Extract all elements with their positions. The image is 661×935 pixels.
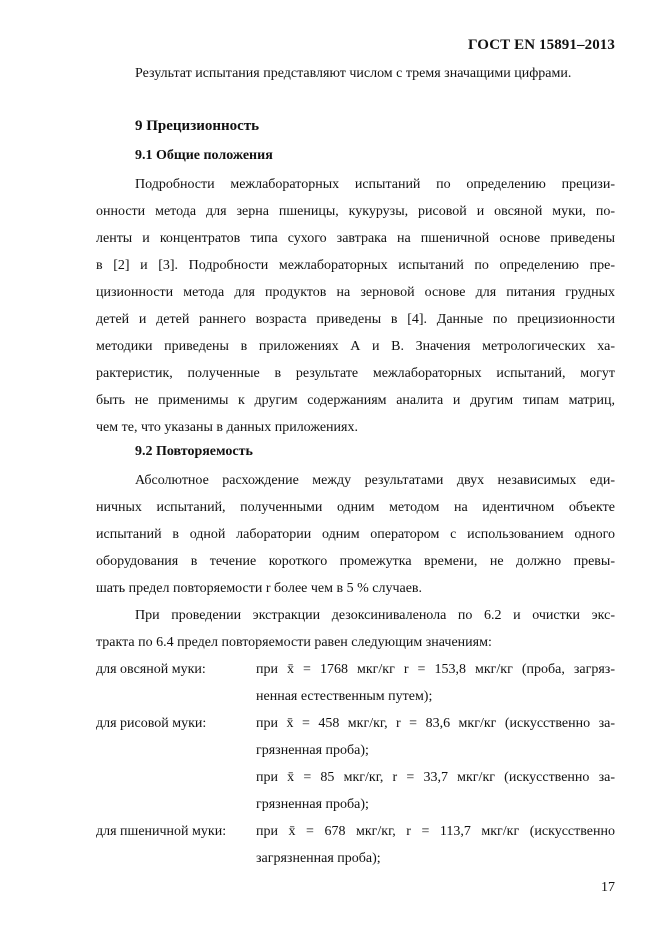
paragraph-line: При проведении экстракции дезоксиниваленола по 6.2 и очистки экс- bbox=[135, 608, 615, 623]
value-line: ненная естественным путем); bbox=[256, 689, 433, 704]
value-line: при x̄ = 1768 мкг/кг r = 153,8 мкг/кг (проба, загряз- bbox=[256, 662, 615, 677]
value-line: при x̄ = 85 мкг/кг, r = 33,7 мкг/кг (искусственно за- bbox=[256, 770, 615, 785]
paragraph-line: шать предел повторяемости r более чем в 5 % случаев. bbox=[96, 581, 423, 596]
section-9-2-title: 9.2 Повторяемость bbox=[135, 444, 253, 459]
paragraph-line: методики приведены в приложениях А и В. Значения метрологических ха- bbox=[96, 339, 615, 354]
paragraph-line: онности метода для зерна пшеницы, кукурузы, рисовой и овсяной муки, по- bbox=[96, 204, 615, 219]
paragraph-line: оборудования в течение короткого промежутка времени, не должно превы- bbox=[96, 554, 615, 569]
intro-line: Результат испытания представляют числом с тремя значащими цифрами. bbox=[135, 66, 572, 81]
value-line: грязненная проба); bbox=[256, 743, 369, 758]
paragraph-line: в [2] и [3]. Подробности межлабораторных испытаний по определению пре- bbox=[96, 258, 615, 273]
section-9-1-title: 9.1 Общие положения bbox=[135, 148, 273, 163]
paragraph-line: чем те, что указаны в данных приложениях. bbox=[96, 420, 358, 435]
paragraph-line: Абсолютное расхождение между результатами двух независимых еди- bbox=[135, 473, 615, 488]
value-label: для рисовой муки: bbox=[96, 716, 207, 731]
paragraph-line: тракта по 6.4 предел повторяемости равен следующим значениям: bbox=[96, 635, 492, 650]
paragraph-line: ничных испытаний, полученными одним методом на идентичном объекте bbox=[96, 500, 615, 515]
paragraph-line: Подробности межлабораторных испытаний по определению прецизи- bbox=[135, 177, 615, 192]
paragraph-line: быть не применимы к другим содержаниям аналита и другим типам матриц, bbox=[96, 393, 615, 408]
paragraph-line: ленты и концентратов типа сухого завтрака на пшеничной основе приведены bbox=[96, 231, 615, 246]
value-label: для пшеничной муки: bbox=[96, 824, 227, 839]
value-label: для овсяной муки: bbox=[96, 662, 206, 677]
section-9-title: 9 Прецизионность bbox=[135, 118, 260, 134]
paragraph-line: испытаний в одной лаборатории одним оператором с использованием одного bbox=[96, 527, 615, 542]
document-header: ГОСТ EN 15891–2013 bbox=[468, 37, 615, 53]
value-line: при x̄ = 678 мкг/кг, r = 113,7 мкг/кг (искусственно bbox=[256, 824, 615, 839]
value-line: при x̄ = 458 мкг/кг, r = 83,6 мкг/кг (искусственно за- bbox=[256, 716, 615, 731]
paragraph-line: цизионности метода для продуктов на зерновой основе для питания грудных bbox=[96, 285, 615, 300]
value-line: грязненная проба); bbox=[256, 797, 369, 812]
value-line: загрязненная проба); bbox=[256, 851, 381, 866]
paragraph-line: рактеристик, полученные в результате межлабораторных испытаний, могут bbox=[96, 366, 615, 381]
paragraph-line: детей и детей раннего возраста приведены в [4]. Данные по прецизионности bbox=[96, 312, 615, 327]
page-number: 17 bbox=[601, 880, 615, 895]
